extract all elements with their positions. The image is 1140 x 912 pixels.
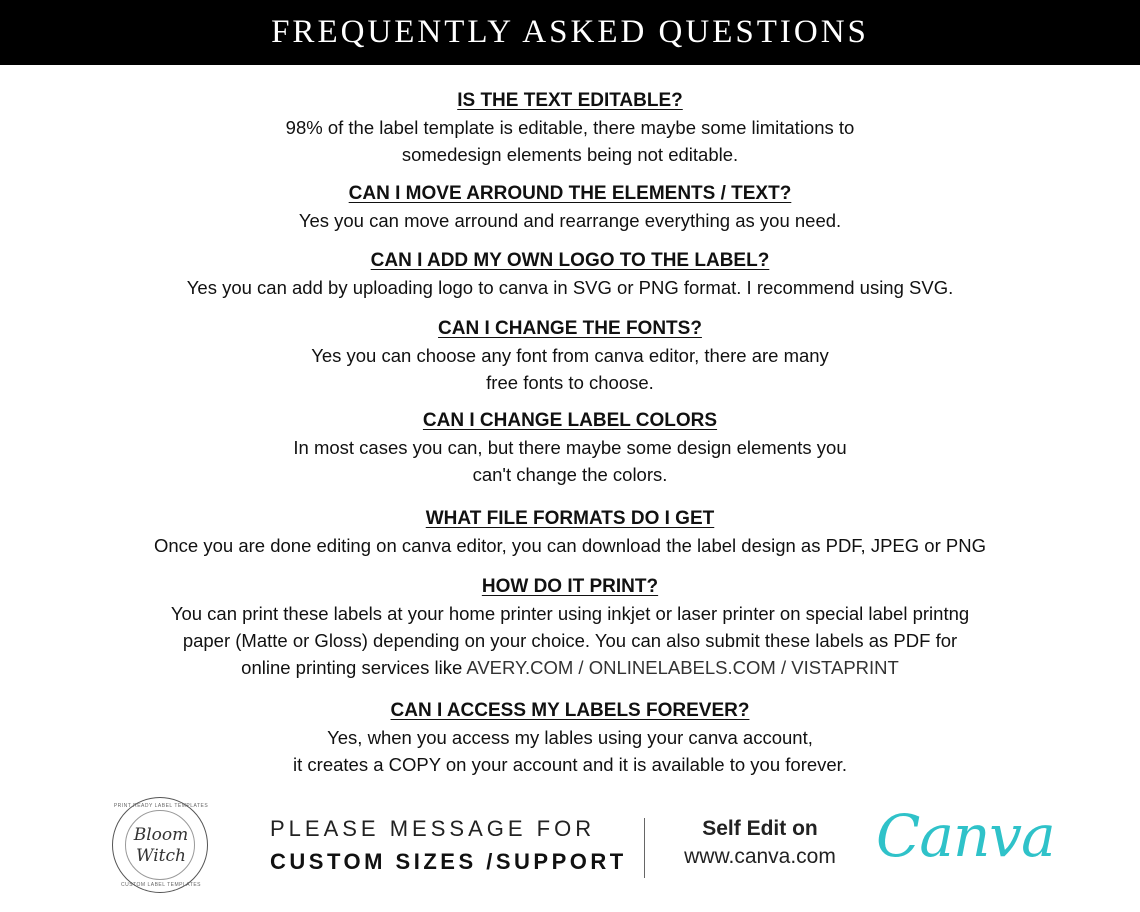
faq-question: CAN I MOVE ARROUND THE ELEMENTS / TEXT? [348, 183, 792, 204]
logo-name-line1: Bloom [133, 825, 189, 845]
faq-answer-line: Yes you can choose any font from canva editor, there are many [311, 345, 829, 366]
logo-top-text: PRINT READY LABEL TEMPLATES [113, 803, 209, 809]
faq-answer-line: In most cases you can, but there maybe some design elements you [293, 437, 847, 458]
faq-question: HOW DO IT PRINT? [481, 576, 659, 597]
faq-question: IS THE TEXT EDITABLE? [457, 90, 683, 111]
faq-answer-line: paper (Matte or Gloss) depending on your choice. You can also submit these labels as PDF for [182, 630, 958, 651]
faq-answer-line: Once you are done editing on canva editor, you can download the label design as PDF, JPEG or PNG [154, 535, 986, 556]
footer-divider [644, 818, 645, 878]
faq-question: CAN I CHANGE THE FONTS? [438, 318, 702, 339]
faq-question: WHAT FILE FORMATS DO I GET [425, 508, 715, 529]
faq-answer-line: 98% of the label template is editable, there maybe some limitations to [285, 117, 855, 138]
faq-answer-text: online printing services like [241, 657, 467, 678]
faq-answer-line [0, 654, 1140, 681]
faq-item [0, 505, 1140, 559]
canva-url: www.canva.com [684, 845, 836, 868]
self-edit-label: Self Edit on [702, 817, 818, 840]
faq-item [0, 315, 1140, 396]
faq-answer-line: it creates a COPY on your account and it is available to you forever. [293, 754, 847, 775]
faq-item [0, 697, 1140, 778]
faq-question: CAN I CHANGE LABEL COLORS [422, 410, 718, 431]
faq-answer-line: Yes you can add by uploading logo to canva in SVG or PNG format. I recommend using SVG. [186, 277, 954, 298]
faq-answer-line: can't change the colors. [472, 464, 668, 485]
faq-item [0, 247, 1140, 301]
faq-answer-line: Yes, when you access my lables using your canva account, [327, 727, 813, 748]
faq-item [0, 180, 1140, 234]
message-line-2: CUSTOM SIZES /SUPPORT [270, 849, 627, 874]
logo-inner-ring [125, 810, 195, 880]
faq-answer-line: somedesign elements being not editable. [401, 144, 739, 165]
faq-answer-line: free fonts to choose. [486, 372, 654, 393]
faq-item [0, 87, 1140, 168]
faq-question: CAN I ACCESS MY LABELS FOREVER? [390, 700, 750, 721]
faq-item [0, 407, 1140, 488]
faq-answer-line: Yes you can move arround and rearrange everything as you need. [298, 210, 842, 231]
print-services-list: AVERY.COM / ONLINELABELS.COM / VISTAPRINT [466, 657, 899, 678]
faq-answer-line: You can print these labels at your home printer using inkjet or laser printer on special label printng [170, 603, 970, 624]
page-title: FREQUENTLY ASKED QUESTIONS [271, 14, 869, 50]
canva-logo: Canva [876, 802, 1055, 870]
faq-question: CAN I ADD MY OWN LOGO TO THE LABEL? [370, 250, 770, 271]
logo-name-line2: Witch [136, 846, 186, 866]
message-line-1: PLEASE MESSAGE FOR [270, 816, 596, 841]
header-bar [0, 0, 1140, 65]
brand-logo [112, 797, 208, 893]
logo-bottom-text: CUSTOM LABEL TEMPLATES [120, 882, 201, 888]
faq-item [0, 573, 1140, 681]
